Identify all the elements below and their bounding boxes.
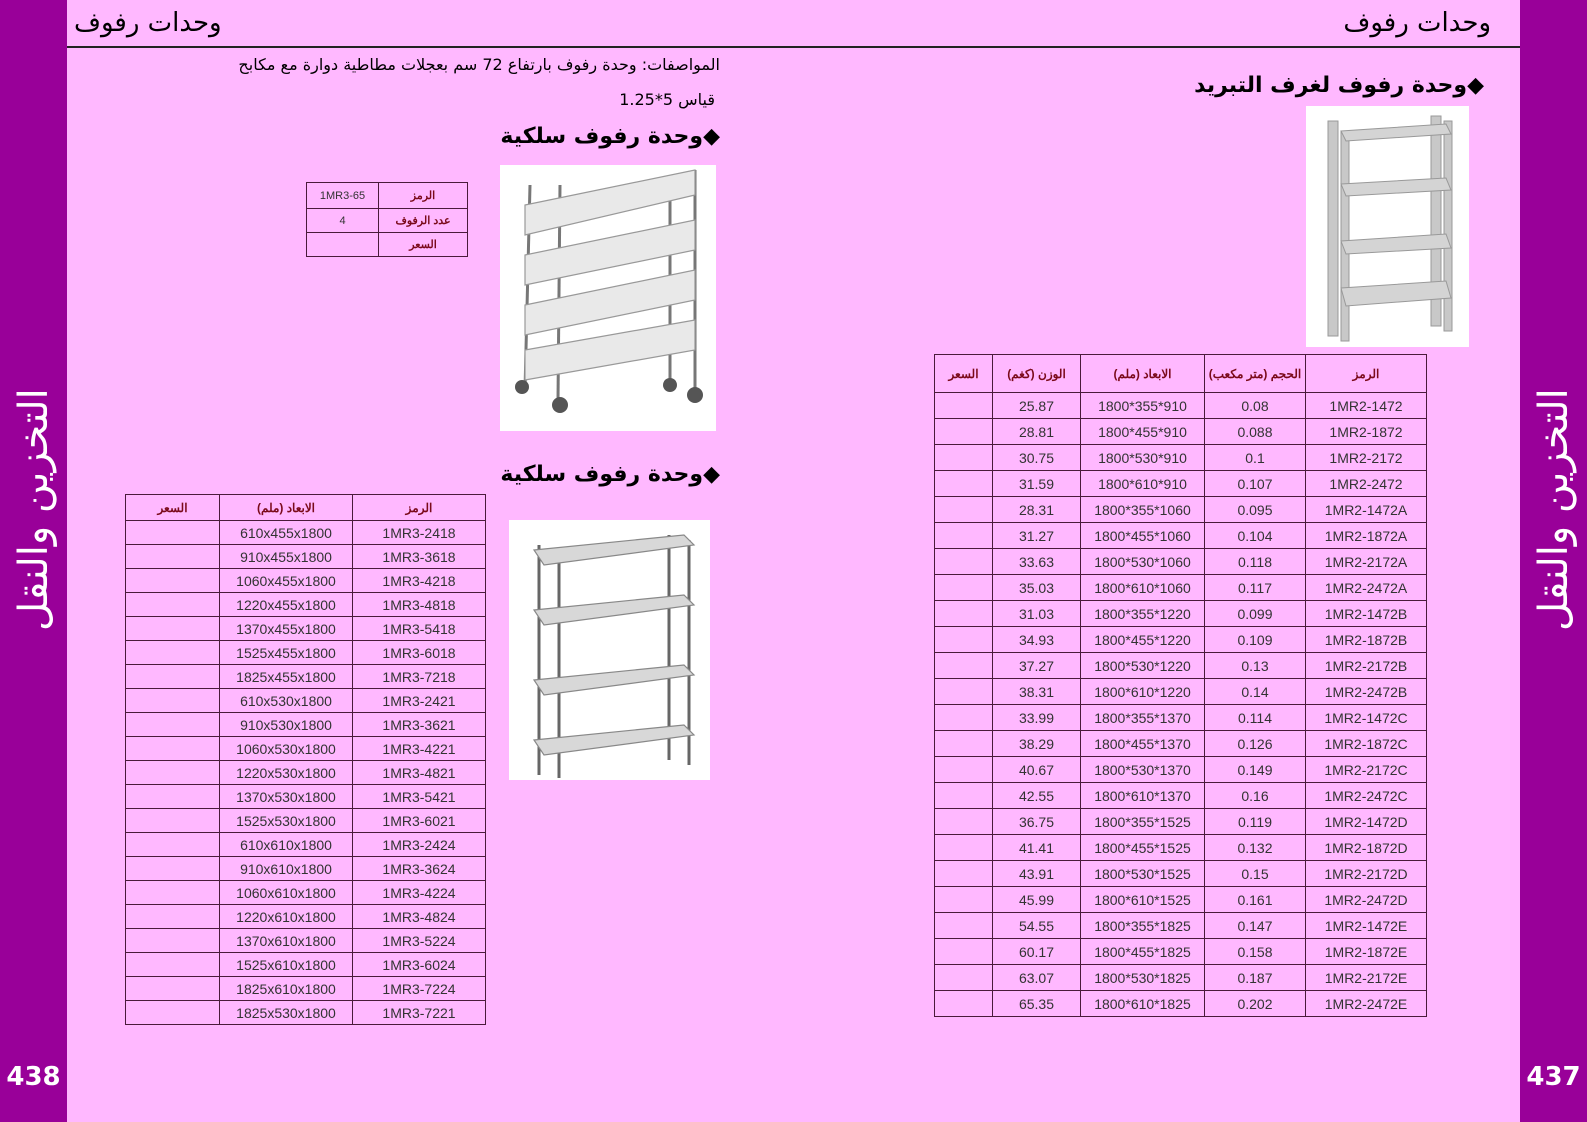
cell-code: 1MR3-2418 (353, 521, 486, 545)
wire-cart-photo (500, 165, 716, 431)
cell-dimensions: 910*530*1800 (1081, 445, 1205, 471)
cell-price (126, 833, 220, 857)
cell-code: 1MR2-1872C (1306, 731, 1427, 757)
table-row (126, 881, 486, 905)
table-row (935, 861, 1427, 887)
cell-weight: 63.07 (993, 965, 1081, 991)
table-row (126, 761, 486, 785)
table-row (935, 549, 1427, 575)
cell-dimensions: 910*455*1800 (1081, 419, 1205, 445)
cell-dimensions: 1220*530*1800 (1081, 653, 1205, 679)
cell-price (935, 393, 993, 419)
cell-code: 1MR2-2172 (1306, 445, 1427, 471)
cell-volume: 0.15 (1205, 861, 1306, 887)
cell-code: 1MR2-1472D (1306, 809, 1427, 835)
cell-price (935, 913, 993, 939)
cell-price (935, 705, 993, 731)
cell-price (126, 977, 220, 1001)
cell-volume: 0.126 (1205, 731, 1306, 757)
info-label: السعر (379, 233, 468, 257)
table-row (935, 705, 1427, 731)
cell-weight: 36.75 (993, 809, 1081, 835)
left-side-title: التخزين والنقل (11, 388, 57, 632)
table-row (126, 833, 486, 857)
cell-price (126, 521, 220, 545)
cell-price (126, 761, 220, 785)
cell-dimensions: 1060*610*1800 (1081, 575, 1205, 601)
table-row (126, 617, 486, 641)
cell-code: 1MR2-1472 (1306, 393, 1427, 419)
cell-weight: 42.55 (993, 783, 1081, 809)
table-row (935, 393, 1427, 419)
cell-code: 1MR2-2472A (1306, 575, 1427, 601)
table-row (935, 965, 1427, 991)
cell-code: 1MR3-6021 (353, 809, 486, 833)
cell-code: 1MR3-4824 (353, 905, 486, 929)
cell-price (935, 627, 993, 653)
cell-price (935, 861, 993, 887)
cell-code: 1MR3-3618 (353, 545, 486, 569)
cell-volume: 0.16 (1205, 783, 1306, 809)
cell-dimensions: 1370*455*1800 (1081, 731, 1205, 757)
cell-weight: 33.63 (993, 549, 1081, 575)
col-header-code: الرمز (1306, 355, 1427, 393)
cell-dimensions: 910x455x1800 (220, 545, 353, 569)
cold-room-shelf-photo (1306, 106, 1469, 347)
right-sidebar (1520, 0, 1587, 1122)
cell-dimensions: 1525x455x1800 (220, 641, 353, 665)
cell-code: 1MR2-1872B (1306, 627, 1427, 653)
cell-price (935, 783, 993, 809)
cell-code: 1MR3-5421 (353, 785, 486, 809)
cell-price (935, 497, 993, 523)
cell-volume: 0.099 (1205, 601, 1306, 627)
cell-volume: 0.109 (1205, 627, 1306, 653)
cell-dimensions: 1220x530x1800 (220, 761, 353, 785)
cell-dimensions: 1220x610x1800 (220, 905, 353, 929)
cell-price (935, 939, 993, 965)
cell-code: 1MR3-2421 (353, 689, 486, 713)
cell-dimensions: 910x530x1800 (220, 713, 353, 737)
cell-price (935, 731, 993, 757)
cell-dimensions: 1525x610x1800 (220, 953, 353, 977)
cell-code: 1MR2-2172B (1306, 653, 1427, 679)
cell-price (935, 445, 993, 471)
cell-code: 1MR2-2472D (1306, 887, 1427, 913)
left-page-number: 438 (6, 1062, 61, 1092)
cell-volume: 0.119 (1205, 809, 1306, 835)
table-row (935, 627, 1427, 653)
info-row (307, 209, 468, 233)
cell-code: 1MR2-2472E (1306, 991, 1427, 1017)
cell-code: 1MR2-2172D (1306, 861, 1427, 887)
cell-weight: 31.59 (993, 471, 1081, 497)
table-row (126, 953, 486, 977)
cell-price (126, 569, 220, 593)
cell-volume: 0.095 (1205, 497, 1306, 523)
cell-code: 1MR3-7218 (353, 665, 486, 689)
cell-price (126, 641, 220, 665)
cell-dimensions: 1370x530x1800 (220, 785, 353, 809)
cell-dimensions: 610x530x1800 (220, 689, 353, 713)
cell-code: 1MR3-3624 (353, 857, 486, 881)
cell-price (126, 857, 220, 881)
table-row (126, 665, 486, 689)
cell-code: 1MR3-4224 (353, 881, 486, 905)
col-header-price: السعر (126, 495, 220, 521)
cell-dimensions: 1060*530*1800 (1081, 549, 1205, 575)
col-header-dimensions: الابعاد (ملم) (1081, 355, 1205, 393)
section-title-wire-2: ◆وحدة رفوف سلكية (500, 462, 720, 487)
cell-price (126, 785, 220, 809)
cell-price (126, 665, 220, 689)
cell-code: 1MR3-4218 (353, 569, 486, 593)
table-row (126, 905, 486, 929)
cell-volume: 0.187 (1205, 965, 1306, 991)
cell-dimensions: 1060*355*1800 (1081, 497, 1205, 523)
cell-price (935, 523, 993, 549)
cell-code: 1MR2-1872A (1306, 523, 1427, 549)
table-row (126, 593, 486, 617)
cell-price (126, 809, 220, 833)
cell-code: 1MR3-4818 (353, 593, 486, 617)
cell-dimensions: 1060*455*1800 (1081, 523, 1205, 549)
cell-price (935, 419, 993, 445)
table-row (126, 857, 486, 881)
table-row (935, 913, 1427, 939)
table-header-row (126, 495, 486, 521)
cell-volume: 0.147 (1205, 913, 1306, 939)
table-row (935, 575, 1427, 601)
cell-price (935, 887, 993, 913)
cell-dimensions: 1825*610*1800 (1081, 991, 1205, 1017)
table-row (126, 713, 486, 737)
table-row (126, 521, 486, 545)
right-header-title: وحدات رفوف (1343, 8, 1491, 38)
table-row (935, 887, 1427, 913)
cell-volume: 0.158 (1205, 939, 1306, 965)
spec-line-1: المواصفات: وحدة رفوف بارتفاع 72 سم بعجلات مطاطية دوارة مع مكابح (238, 55, 720, 74)
cell-code: 1MR3-7224 (353, 977, 486, 1001)
cell-code: 1MR2-2172C (1306, 757, 1427, 783)
cell-dimensions: 1370*610*1800 (1081, 783, 1205, 809)
cell-code: 1MR2-2472B (1306, 679, 1427, 705)
left-header-title: وحدات رفوف (74, 8, 222, 38)
cell-price (126, 545, 220, 569)
cell-price (126, 929, 220, 953)
cell-price (935, 471, 993, 497)
cell-price (935, 809, 993, 835)
cell-volume: 0.117 (1205, 575, 1306, 601)
cell-price (126, 737, 220, 761)
cell-dimensions: 1370*530*1800 (1081, 757, 1205, 783)
info-label: الرمز (379, 183, 468, 209)
cell-code: 1MR3-5418 (353, 617, 486, 641)
wire-shelf-table (125, 494, 486, 1025)
cell-volume: 0.149 (1205, 757, 1306, 783)
cell-dimensions: 1220*610*1800 (1081, 679, 1205, 705)
table-row (126, 809, 486, 833)
cell-weight: 37.27 (993, 653, 1081, 679)
table-row (935, 601, 1427, 627)
cell-price (935, 679, 993, 705)
table-row (935, 731, 1427, 757)
spec-line-2: قياس 5*1.25 (619, 90, 715, 109)
info-row (307, 233, 468, 257)
cell-dimensions: 1825x455x1800 (220, 665, 353, 689)
cell-volume: 0.118 (1205, 549, 1306, 575)
col-header-code: الرمز (353, 495, 486, 521)
cell-code: 1MR3-6018 (353, 641, 486, 665)
cell-dimensions: 1370*355*1800 (1081, 705, 1205, 731)
table-row (126, 545, 486, 569)
cell-price (935, 965, 993, 991)
cell-dimensions: 610x455x1800 (220, 521, 353, 545)
table-row (126, 929, 486, 953)
cell-weight: 43.91 (993, 861, 1081, 887)
left-sidebar (0, 0, 67, 1122)
cell-volume: 0.107 (1205, 471, 1306, 497)
cell-code: 1MR2-2172E (1306, 965, 1427, 991)
cell-weight: 28.31 (993, 497, 1081, 523)
cell-code: 1MR2-1872 (1306, 419, 1427, 445)
cell-price (126, 593, 220, 617)
cell-weight: 54.55 (993, 913, 1081, 939)
table-header-row (935, 355, 1427, 393)
table-row (126, 569, 486, 593)
cell-weight: 28.81 (993, 419, 1081, 445)
cell-code: 1MR3-4821 (353, 761, 486, 785)
cell-code: 1MR3-4221 (353, 737, 486, 761)
table-row (126, 785, 486, 809)
cell-price (126, 881, 220, 905)
cell-code: 1MR2-1472E (1306, 913, 1427, 939)
cell-code: 1MR2-2472 (1306, 471, 1427, 497)
cell-dimensions: 1220*355*1800 (1081, 601, 1205, 627)
cell-dimensions: 1370x610x1800 (220, 929, 353, 953)
header-divider (67, 46, 1520, 48)
section-title-wire-1: ◆وحدة رفوف سلكية (500, 124, 720, 149)
wire-cart-info-table (306, 182, 468, 257)
cell-weight: 25.87 (993, 393, 1081, 419)
cell-dimensions: 1825x530x1800 (220, 1001, 353, 1025)
table-row (935, 653, 1427, 679)
cell-weight: 30.75 (993, 445, 1081, 471)
cell-volume: 0.1 (1205, 445, 1306, 471)
cell-dimensions: 1525*455*1800 (1081, 835, 1205, 861)
cell-price (935, 653, 993, 679)
cell-volume: 0.08 (1205, 393, 1306, 419)
cell-dimensions: 1525x530x1800 (220, 809, 353, 833)
cell-dimensions: 1060x455x1800 (220, 569, 353, 593)
cell-dimensions: 1825*530*1800 (1081, 965, 1205, 991)
cell-dimensions: 910*355*1800 (1081, 393, 1205, 419)
table-row (935, 471, 1427, 497)
table-row (935, 783, 1427, 809)
cell-dimensions: 910*610*1800 (1081, 471, 1205, 497)
cell-dimensions: 1060x530x1800 (220, 737, 353, 761)
cell-price (126, 953, 220, 977)
cell-code: 1MR2-1472A (1306, 497, 1427, 523)
table-row (126, 1001, 486, 1025)
cell-price (935, 835, 993, 861)
cell-dimensions: 1060x610x1800 (220, 881, 353, 905)
cell-dimensions: 1525*355*1800 (1081, 809, 1205, 835)
cell-weight: 35.03 (993, 575, 1081, 601)
table-row (126, 689, 486, 713)
col-header-volume: الحجم (متر مكعب) (1205, 355, 1306, 393)
cell-dimensions: 1220*455*1800 (1081, 627, 1205, 653)
table-row (935, 445, 1427, 471)
cell-code: 1MR3-7221 (353, 1001, 486, 1025)
cell-volume: 0.088 (1205, 419, 1306, 445)
table-row (935, 991, 1427, 1017)
cell-code: 1MR2-1872E (1306, 939, 1427, 965)
cell-price (935, 601, 993, 627)
right-page-number: 437 (1526, 1062, 1581, 1092)
cell-volume: 0.132 (1205, 835, 1306, 861)
cell-weight: 38.31 (993, 679, 1081, 705)
cell-dimensions: 1525*610*1800 (1081, 887, 1205, 913)
cell-dimensions: 1370x455x1800 (220, 617, 353, 641)
cell-weight: 33.99 (993, 705, 1081, 731)
cell-weight: 34.93 (993, 627, 1081, 653)
cell-dimensions: 1825x610x1800 (220, 977, 353, 1001)
cold-room-shelf-table (934, 354, 1427, 1017)
cell-weight: 40.67 (993, 757, 1081, 783)
cell-weight: 45.99 (993, 887, 1081, 913)
cell-dimensions: 1220x455x1800 (220, 593, 353, 617)
cell-price (935, 991, 993, 1017)
cell-price (126, 617, 220, 641)
cell-dimensions: 1825*355*1800 (1081, 913, 1205, 939)
cell-code: 1MR3-6024 (353, 953, 486, 977)
cell-volume: 0.202 (1205, 991, 1306, 1017)
cell-dimensions: 910x610x1800 (220, 857, 353, 881)
table-row (935, 939, 1427, 965)
cell-volume: 0.114 (1205, 705, 1306, 731)
table-row (935, 809, 1427, 835)
cell-dimensions: 1525*530*1800 (1081, 861, 1205, 887)
wire-shelf-photo (509, 520, 710, 780)
table-row (126, 737, 486, 761)
cell-code: 1MR2-1872D (1306, 835, 1427, 861)
info-value (307, 233, 379, 257)
cell-price (126, 905, 220, 929)
cell-price (935, 575, 993, 601)
cell-code: 1MR2-2172A (1306, 549, 1427, 575)
info-row (307, 183, 468, 209)
cell-volume: 0.14 (1205, 679, 1306, 705)
cell-volume: 0.104 (1205, 523, 1306, 549)
info-label: عدد الرفوف (379, 209, 468, 233)
cell-price (935, 757, 993, 783)
table-row (126, 641, 486, 665)
table-row (935, 523, 1427, 549)
section-title-cold-room: ◆وحدة رفوف لغرف التبريد (1194, 73, 1484, 98)
cell-volume: 0.13 (1205, 653, 1306, 679)
cell-weight: 31.03 (993, 601, 1081, 627)
col-header-weight: الوزن (كغم) (993, 355, 1081, 393)
info-value: 1MR3-65 (307, 183, 379, 209)
table-row (935, 757, 1427, 783)
table-row (935, 497, 1427, 523)
cell-code: 1MR2-1472B (1306, 601, 1427, 627)
cell-volume: 0.161 (1205, 887, 1306, 913)
cell-price (126, 1001, 220, 1025)
col-header-dimensions: الابعاد (ملم) (220, 495, 353, 521)
cell-price (126, 689, 220, 713)
cell-price (935, 549, 993, 575)
cell-weight: 65.35 (993, 991, 1081, 1017)
info-value: 4 (307, 209, 379, 233)
cell-dimensions: 610x610x1800 (220, 833, 353, 857)
table-row (126, 977, 486, 1001)
cell-weight: 60.17 (993, 939, 1081, 965)
cell-code: 1MR3-5224 (353, 929, 486, 953)
cell-code: 1MR3-2424 (353, 833, 486, 857)
right-side-title: التخزين والنقل (1531, 388, 1577, 632)
cell-code: 1MR2-2472C (1306, 783, 1427, 809)
cell-dimensions: 1825*455*1800 (1081, 939, 1205, 965)
cell-price (126, 713, 220, 737)
cell-weight: 38.29 (993, 731, 1081, 757)
cell-code: 1MR3-3621 (353, 713, 486, 737)
cell-weight: 31.27 (993, 523, 1081, 549)
cell-code: 1MR2-1472C (1306, 705, 1427, 731)
table-row (935, 679, 1427, 705)
col-header-price: السعر (935, 355, 993, 393)
table-row (935, 419, 1427, 445)
table-row (935, 835, 1427, 861)
cell-weight: 41.41 (993, 835, 1081, 861)
